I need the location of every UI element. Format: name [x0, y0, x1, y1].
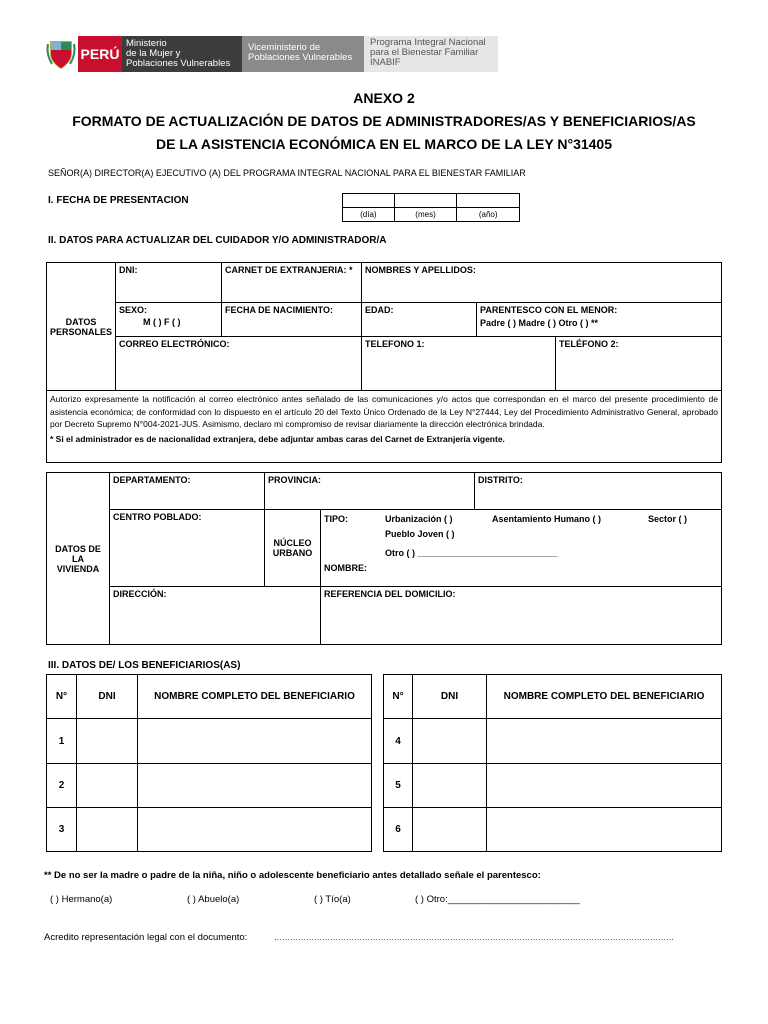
dni-field[interactable]: DNI:	[116, 263, 222, 303]
telefono-2-field[interactable]: TELÉFONO 2:	[556, 337, 722, 391]
section-2-label: II. DATOS PARA ACTUALIZAR DEL CUIDADOR Y/O ADMINISTRADOR/A	[48, 235, 387, 246]
date-table	[342, 193, 520, 222]
acredito-label: Acredito representación legal con el documento:	[44, 932, 248, 943]
vivienda-table	[46, 472, 722, 645]
beneficiarios-table-left	[46, 674, 372, 852]
abuelo-option[interactable]: ( ) Abuelo(a)	[187, 894, 240, 905]
dni-cell[interactable]	[77, 719, 138, 764]
dni-cell[interactable]	[77, 764, 138, 808]
vice-line-1: Viceministerio de	[248, 42, 321, 53]
nombre-cell[interactable]	[487, 808, 722, 852]
year-field[interactable]	[457, 194, 520, 208]
otro-option[interactable]: Otro ( ) ____________________________	[385, 548, 558, 558]
form-title-line-2: DE LA ASISTENCIA ECONÓMICA EN EL MARCO DE LA LEY N°31405	[156, 136, 612, 152]
peru-logo: PERÚ	[78, 36, 122, 72]
day-label: (día)	[343, 208, 395, 222]
dni-cell[interactable]	[413, 719, 487, 764]
legal-authorization	[47, 391, 722, 463]
day-field[interactable]	[343, 194, 395, 208]
extranjero-note: * Si el administrador es de nacionalidad extranjera, debe adjuntar ambas caras del Carnet de Extranjería vigente.	[50, 433, 505, 444]
table-row	[47, 719, 372, 764]
dni-cell[interactable]	[413, 808, 487, 852]
form-title-line-1: FORMATO DE ACTUALIZACIÓN DE DATOS DE ADMINISTRADORES/AS Y BENEFICIARIOS/AS	[72, 113, 696, 129]
programa-logo	[364, 36, 498, 72]
sexo-options[interactable]: M ( ) F ( )	[143, 317, 181, 327]
row-number: 5	[384, 764, 413, 808]
centro-poblado-field[interactable]: CENTRO POBLADO:	[110, 510, 265, 587]
ministerio-line-1: Ministerio	[126, 38, 167, 49]
departamento-field[interactable]: DEPARTAMENTO:	[110, 473, 265, 510]
parentesco-label: PARENTESCO CON EL MENOR:	[480, 305, 618, 315]
distrito-field[interactable]: DISTRITO:	[475, 473, 722, 510]
tipo-field[interactable]	[321, 510, 722, 587]
row-number: 2	[47, 764, 77, 808]
sector-option[interactable]: Sector ( )	[648, 514, 688, 524]
prog-line-1: Programa Integral Nacional	[370, 37, 486, 48]
asentamiento-option[interactable]: Asentamiento Humano ( )	[492, 514, 602, 524]
legal-text: Autorizo expresamente la notificación al correo electrónico antes señalado de las comunicaciones y/o actos que correspondan en el marco del presente procedimiento de asistencia económica; de conformidad con lo dispuesto en el artículo 20 del Texto Único Ordenado de la Ley N°27444, Ley del Procedimiento Administrativo General, aprobado por Decreto Supremo N°004-2021-JUS. Asimismo, declaro mi compromiso de revisar diariamente la dirección electrónica brindada.	[50, 394, 718, 429]
nombre-label[interactable]: NOMBRE:	[324, 563, 367, 573]
table-row	[47, 808, 372, 852]
nombre-cell[interactable]	[138, 719, 372, 764]
year-label: (año)	[457, 208, 520, 222]
sexo-label: SEXO:	[119, 305, 148, 315]
table-row	[384, 719, 722, 764]
section-3-label: III. DATOS DE/ LOS BENEFICIARIOS(AS)	[48, 660, 241, 671]
nombre-cell[interactable]	[487, 764, 722, 808]
prog-line-2: para el Bienestar Familiar	[370, 47, 479, 58]
ministerio-logo	[122, 36, 242, 72]
row-number: 6	[384, 808, 413, 852]
row-number: 3	[47, 808, 77, 852]
tipo-label: TIPO:	[324, 514, 348, 524]
prog-line-3: INABIF	[370, 57, 401, 68]
parentesco-note: ** De no ser la madre o padre de la niña, niño o adolescente beneficiario antes detallado señale el parentesco:	[44, 870, 541, 881]
correo-field[interactable]: CORREO ELECTRÓNICO:	[116, 337, 362, 391]
parentesco-options[interactable]: Padre ( ) Madre ( ) Otro ( ) **	[480, 318, 599, 328]
header-logo-bar	[44, 36, 498, 72]
edad-field[interactable]: EDAD:	[362, 303, 477, 337]
coat-of-arms-icon	[44, 36, 78, 72]
nombre-cell[interactable]	[138, 764, 372, 808]
parentesco-field[interactable]	[477, 303, 722, 337]
section-1-label: I. FECHA DE PRESENTACION	[48, 195, 189, 206]
beneficiarios-table-right	[383, 674, 722, 852]
dni-cell[interactable]	[413, 764, 487, 808]
hermano-option[interactable]: ( ) Hermano(a)	[50, 894, 113, 905]
col-n-header: N°	[47, 675, 77, 719]
dni-cell[interactable]	[77, 808, 138, 852]
col-nombre-header: NOMBRE COMPLETO DEL BENEFICIARIO	[138, 675, 372, 719]
carnet-field[interactable]: CARNET DE EXTRANJERIA: *	[222, 263, 362, 303]
datos-personales-table	[46, 262, 722, 463]
telefono-1-field[interactable]: TELEFONO 1:	[362, 337, 556, 391]
table-row	[384, 764, 722, 808]
datos-personales-label: DATOS PERSONALES	[47, 263, 116, 391]
tio-option[interactable]: ( ) Tío(a)	[314, 894, 351, 905]
month-label: (mes)	[394, 208, 457, 222]
pueblo-joven-option[interactable]: Pueblo Joven ( )	[385, 529, 455, 539]
urbanizacion-option[interactable]: Urbanización ( )	[385, 514, 453, 524]
col-dni-header: DNI	[77, 675, 138, 719]
addressee: SEÑOR(A) DIRECTOR(A) EJECUTIVO (A) DEL PROGRAMA INTEGRAL NACIONAL PARA EL BIENESTAR FAMILIAR	[48, 168, 526, 178]
provincia-field[interactable]: PROVINCIA:	[265, 473, 475, 510]
direccion-field[interactable]: DIRECCIÓN:	[110, 587, 321, 645]
row-number: 1	[47, 719, 77, 764]
col-nombre-header: NOMBRE COMPLETO DEL BENEFICIARIO	[487, 675, 722, 719]
ministerio-line-3: Poblaciones Vulnerables	[126, 58, 231, 69]
vivienda-label: DATOS DE LA VIVIENDA	[47, 473, 110, 645]
otro-parentesco-option[interactable]: ( ) Otro:_________________________	[415, 894, 580, 905]
col-dni-header: DNI	[413, 675, 487, 719]
referencia-field[interactable]: REFERENCIA DEL DOMICILIO:	[321, 587, 722, 645]
fecha-nacimiento-field[interactable]: FECHA DE NACIMIENTO:	[222, 303, 362, 337]
nucleo-urbano-label: NÚCLEO URBANO	[265, 510, 321, 587]
anexo-title: ANEXO 2	[353, 90, 415, 106]
nombre-cell[interactable]	[487, 719, 722, 764]
sexo-field[interactable]	[116, 303, 222, 337]
col-n-header: N°	[384, 675, 413, 719]
ministerio-line-2: de la Mujer y	[126, 48, 181, 59]
month-field[interactable]	[394, 194, 457, 208]
vice-line-2: Poblaciones Vulnerables	[248, 52, 353, 63]
viceministerio-logo	[242, 36, 364, 72]
nombres-field[interactable]: NOMBRES Y APELLIDOS:	[362, 263, 722, 303]
table-row	[384, 808, 722, 852]
acredito-field[interactable]: ……………………………………………………………………………………………………………………………………	[274, 933, 674, 942]
row-number: 4	[384, 719, 413, 764]
nombre-cell[interactable]	[138, 808, 372, 852]
table-row	[47, 764, 372, 808]
